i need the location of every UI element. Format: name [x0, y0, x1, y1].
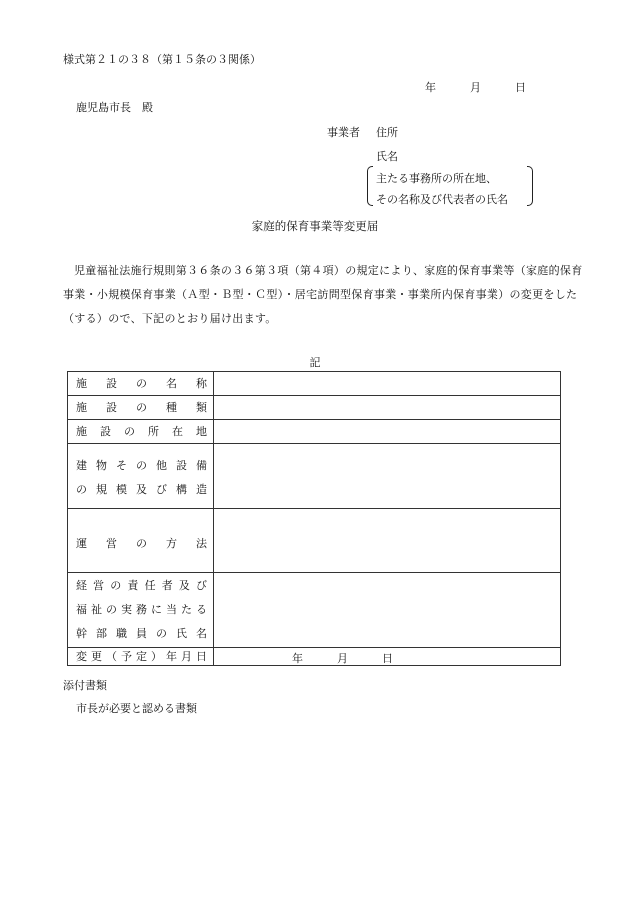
label-char: 氏: [176, 627, 187, 640]
label-char: 地: [196, 425, 207, 438]
label-char: 営: [106, 537, 117, 550]
label-char: 責: [127, 579, 139, 592]
attachments-heading: 添付書類: [63, 679, 107, 692]
label-char: の: [76, 483, 87, 496]
row-responsible-persons-label: [76, 574, 207, 646]
label-line: [76, 396, 207, 420]
label-char: 構: [176, 483, 187, 496]
row-change-date-label: [76, 648, 207, 666]
label-char: 幹: [76, 627, 87, 640]
table-row-divider: [68, 508, 560, 509]
label-char: に: [151, 603, 162, 616]
label-char: 造: [196, 483, 207, 496]
label-char: （: [106, 650, 117, 663]
label-char: 規: [96, 483, 107, 496]
change-date-day: 日: [382, 652, 393, 665]
label-char: び: [195, 579, 207, 592]
date-year: 年: [425, 81, 436, 94]
label-line: [76, 372, 207, 396]
row-facility-type-label: [76, 396, 207, 420]
label-char: の: [106, 603, 117, 616]
label-char: 部: [96, 627, 107, 640]
label-char: 実: [121, 603, 132, 616]
operator-note-line1: 主たる事務所の所在地、: [376, 172, 497, 185]
label-char: そ: [116, 459, 127, 472]
label-char: 名: [166, 377, 177, 390]
label-char: 物: [96, 459, 107, 472]
address-label: 住所: [376, 126, 398, 139]
label-char: 更: [91, 650, 102, 663]
submission-date: [425, 79, 526, 95]
label-line: [76, 648, 207, 666]
label-char: 名: [196, 627, 207, 640]
label-char: 運: [76, 537, 87, 550]
label-line: [76, 574, 207, 598]
label-char: 設: [106, 377, 117, 390]
label-char: び: [156, 483, 167, 496]
label-line: [76, 454, 207, 478]
label-char: の: [136, 377, 147, 390]
label-char: 当: [166, 603, 177, 616]
label-char: 施: [76, 425, 87, 438]
label-char: 経: [76, 579, 87, 592]
document-title: 家庭的保育事業等変更届: [251, 219, 379, 233]
label-char: 施: [76, 377, 87, 390]
label-char: 福: [76, 603, 87, 616]
row-operation-method-label: [76, 532, 207, 556]
label-char: 設: [106, 401, 117, 414]
label-char: の: [110, 579, 122, 592]
label-char: 予: [121, 650, 132, 663]
label-char: の: [136, 537, 147, 550]
label-char: 変: [76, 650, 87, 663]
label-char: 定: [136, 650, 147, 663]
date-day: 日: [515, 81, 526, 94]
label-char: 所: [148, 425, 159, 438]
label-char: 月: [181, 650, 192, 663]
label-char: 種: [166, 401, 177, 414]
label-char: 設: [176, 459, 187, 472]
row-building-scale-label: [76, 454, 207, 502]
label-char: 任: [144, 579, 156, 592]
change-date-year: 年: [292, 652, 303, 665]
operator-note: [367, 166, 533, 206]
label-char: 建: [76, 459, 87, 472]
right-bracket: [527, 166, 533, 206]
name-label: 氏名: [376, 150, 398, 163]
label-char: 営: [93, 579, 105, 592]
change-date-value: [292, 650, 393, 666]
row-facility-location-label: [76, 420, 207, 444]
label-line: [76, 598, 207, 622]
form-number: 様式第２１の３８（第１５条の３関係）: [63, 53, 261, 66]
label-char: 方: [166, 537, 177, 550]
label-char: 員: [136, 627, 147, 640]
label-char: 備: [196, 459, 207, 472]
label-line: [76, 622, 207, 646]
row-facility-name-label: [76, 372, 207, 396]
label-char: の: [136, 401, 147, 414]
label-char: の: [136, 459, 147, 472]
label-char: ）: [151, 650, 162, 663]
label-char: 法: [196, 537, 207, 550]
label-char: 設: [100, 425, 111, 438]
label-char: た: [181, 603, 192, 616]
label-char: る: [196, 603, 207, 616]
operator-label: 事業者: [327, 126, 360, 139]
label-char: 祉: [91, 603, 102, 616]
label-char: 称: [196, 377, 207, 390]
label-char: の: [156, 627, 167, 640]
label-char: 及: [178, 579, 190, 592]
date-month: 月: [470, 81, 481, 94]
label-line: [76, 420, 207, 444]
label-char: 務: [136, 603, 147, 616]
change-date-month: 月: [337, 652, 348, 665]
label-char: 他: [156, 459, 167, 472]
label-char: 及: [136, 483, 147, 496]
attachment-item: 市長が必要と認める書類: [76, 702, 197, 715]
body-text: 児童福祉法施行規則第３６条の３６第３項（第４項）の規定により、家庭的保育事業等（家庭的保育事業・小規模保育事業（Ａ型・Ｂ型・Ｃ型）・居宅訪問型保育事業・事業所内保育事業）の変更をした（する）ので、下記のとおり届け出ます。: [63, 264, 583, 325]
label-char: 類: [196, 401, 207, 414]
operator-note-line2: その名称及び代表者の氏名: [376, 193, 508, 206]
label-char: 年: [166, 650, 177, 663]
label-char: 在: [172, 425, 183, 438]
label-char: 者: [161, 579, 173, 592]
label-line: [76, 478, 207, 502]
left-bracket: [367, 166, 373, 206]
label-char: 施: [76, 401, 87, 414]
label-line: [76, 532, 207, 556]
label-char: の: [124, 425, 135, 438]
addressee: 鹿児島市長 殿: [76, 101, 153, 114]
table-column-divider: [213, 372, 214, 665]
table-row-divider: [68, 572, 560, 573]
record-mark: 記: [309, 356, 321, 369]
label-char: 模: [116, 483, 127, 496]
label-char: 日: [196, 650, 207, 663]
details-table: [67, 371, 561, 666]
label-char: 職: [116, 627, 127, 640]
